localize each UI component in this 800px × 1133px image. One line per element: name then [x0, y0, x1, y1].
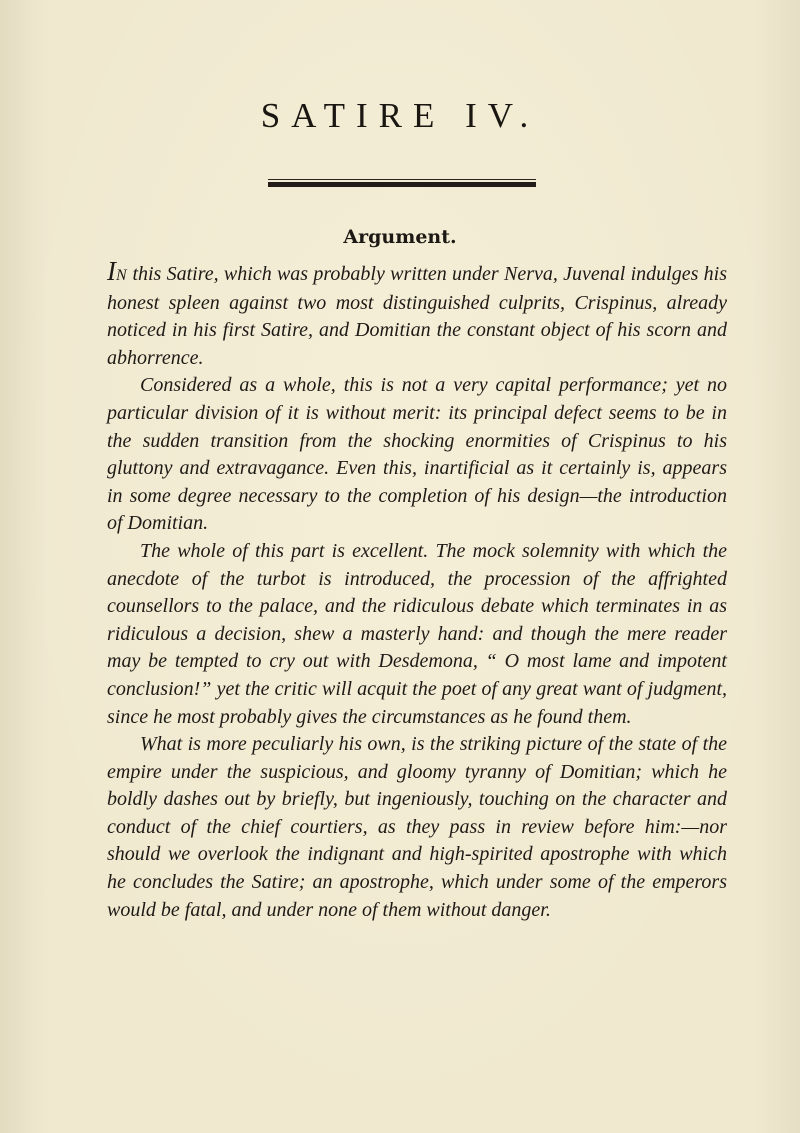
paragraph-1	[107, 258, 727, 372]
rule-thick-line	[268, 182, 536, 187]
paragraph-2: Considered as a whole, this is not a very capital performance; yet no particular division of it is without merit: its principal defect seems to be in the sudden transition from the shocking enormities of Crispinus to his gluttony and extravagance. Even this, inartificial as it certainly is, appears in some degree necessary to the completion of his design—the introduction of Domitian.	[107, 374, 727, 535]
argument-text	[107, 258, 727, 924]
paragraph-3: The whole of this part is excellent. The mock solemnity with which the anecdote of the turbot is introduced, the procession of the affrighted counsellors to the palace, and the ridiculous debate which terminates in as ridiculous a decision, shew a masterly hand: and though the mere reader may be tempted to cry out with Desdemona, “ O most lame and impotent conclusion!” yet the critic will acquit the poet of any great want of judgment, since he most probably gives the circumstances as he found them.	[107, 539, 727, 728]
initial-letter: I	[107, 256, 116, 286]
chapter-title: SATIRE IV.	[260, 96, 540, 135]
paragraph-1-text: this Satire, which was probably written under Nerva, Juvenal indulges his honest spleen against two most distinguished culprits, Crispinus, already noticed in his first Satire, and Domitian the constant object of his scorn and abhorrence.	[107, 263, 727, 369]
initial-small-caps: N	[116, 267, 128, 284]
rule-thin-line	[268, 179, 536, 180]
argument-heading: Argument.	[343, 226, 457, 248]
paragraph-4: What is more peculiarly his own, is the striking picture of the state of the empire under the suspicious, and gloomy tyranny of Domitian; which he boldly dashes out by briefly, but ingeniously, touching on the character and conduct of the chief courtiers, as they pass in review before him:—nor should we overlook the indignant and high-spirited apostrophe with which he concludes the Satire; an apostrophe, which under some of the emperors would be fatal, and under none of them without danger.	[107, 733, 727, 921]
title-rule-divider	[268, 179, 536, 189]
